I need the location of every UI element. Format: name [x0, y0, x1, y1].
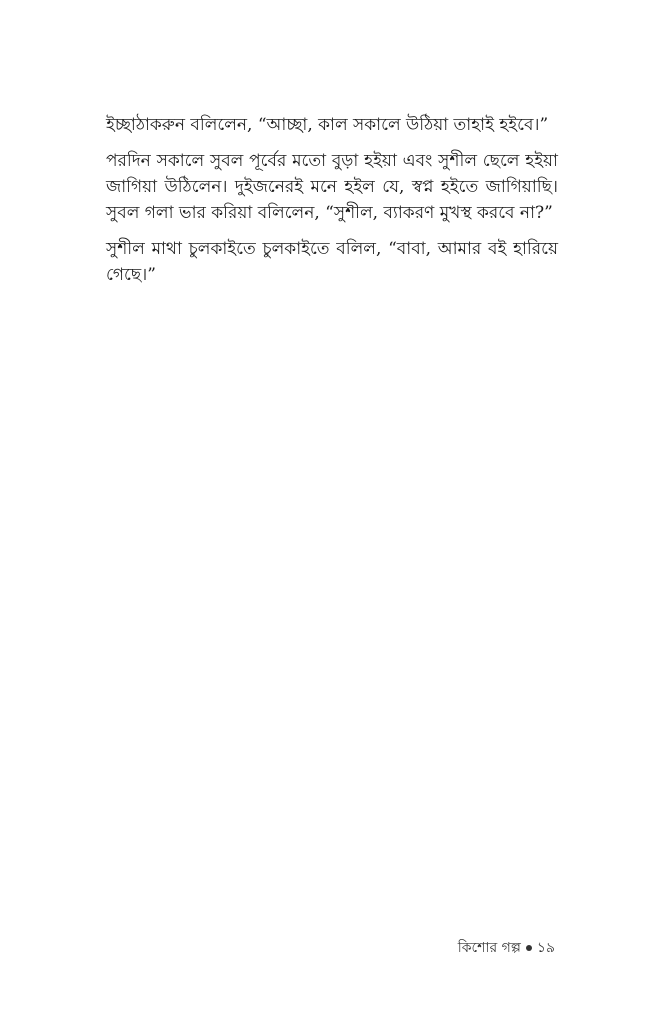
page-number: ১৯	[536, 940, 555, 956]
bullet-separator-icon	[526, 945, 532, 951]
page-footer	[458, 936, 555, 960]
paragraph-2: পরদিন সকালে সুবল পূর্বের মতো বুড়া হইয়া এবং সুশীল ছেলে হইয়া জাগিয়া উঠিলেন। দুইজনেরই মনে হইল যে, স্বপ্ন হইতে জাগিয়াছি। সুবল গলা ভার করিয়া বলিলেন, “সুশীল, ব্যাকরণ মুখস্থ করবে না?”	[106, 151, 558, 223]
paragraph-1: ইচ্ছাঠাকরুন বলিলেন, “আচ্ছা, কাল সকালে উঠিয়া তাহাই হইবে।”	[106, 115, 549, 135]
footer-book-title: কিশোর গল্প	[457, 940, 521, 956]
paragraph-3: সুশীল মাথা চুলকাইতে চুলকাইতে বলিল, “বাবা, আমার বই হারিয়ে গেছে।”	[106, 239, 558, 285]
body-text	[106, 112, 558, 298]
